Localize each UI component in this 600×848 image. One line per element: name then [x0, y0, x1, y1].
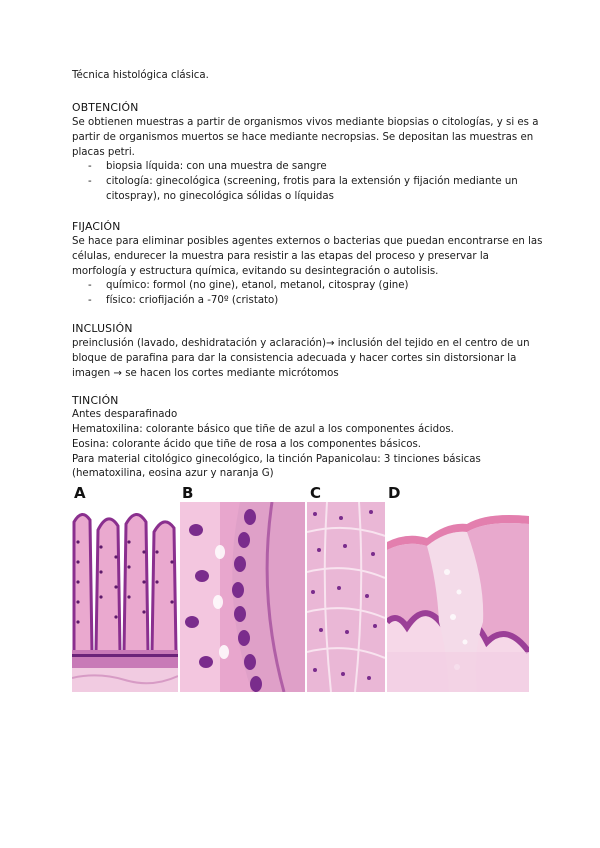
bullet-dash: - — [88, 280, 92, 291]
panel-label-a: A — [74, 484, 86, 502]
histology-image-b-columnar-epithelium — [180, 502, 305, 692]
section-heading-obtencion: OBTENCIÓN — [72, 101, 139, 114]
paragraph-line: placas petri. — [72, 147, 135, 158]
panel-label-b: B — [182, 484, 194, 502]
bullet-text: biopsia líquida: con una muestra de sangre — [106, 161, 327, 172]
section-heading-fijacion: FIJACIÓN — [72, 220, 121, 233]
bullet-text: citospray), no ginecológica sólidas o líquidas — [106, 191, 334, 202]
panel-label-d: D — [388, 484, 401, 502]
bullet-dash: - — [88, 176, 92, 187]
paragraph-line: células, endurecer la muestra para resistir a las etapas del proceso y preservar la — [72, 251, 489, 262]
paragraph-line: imagen → se hacen los cortes mediante micrótomos — [72, 368, 339, 379]
histology-image-d-stratified-epithelium — [387, 502, 529, 692]
paragraph-line: Antes desparafinado — [72, 409, 178, 420]
paragraph-line: morfología y estructura química, evitando su desintegración o autolisis. — [72, 266, 439, 277]
paragraph-line: Para material citológico ginecológico, la tinción Papanicolau: 3 tinciones básicas — [72, 454, 481, 465]
bullet-text: citología: ginecológica (screening, frotis para la extensión y fijación mediante un — [106, 176, 518, 187]
bullet-text: físico: criofijación a -70º (cristato) — [106, 295, 279, 306]
document-title: Técnica histológica clásica. — [72, 70, 209, 81]
paragraph-line: Se obtienen muestras a partir de organismos vivos mediante biopsias o citologías, y si es a — [72, 117, 539, 128]
paragraph-line: Eosina: colorante ácido que tiñe de rosa a los componentes básicos. — [72, 439, 422, 450]
paragraph-line: Se hace para eliminar posibles agentes externos o bacterias que puedan encontrarse en las — [72, 236, 543, 247]
bullet-dash: - — [88, 295, 92, 306]
section-heading-tincion: TINCIÓN — [72, 394, 119, 407]
paragraph-line: (hematoxilina, eosina azur y naranja G) — [72, 468, 274, 479]
section-heading-inclusion: INCLUSIÓN — [72, 322, 133, 335]
paragraph-line: bloque de parafina para dar la consistencia adecuada y hacer cortes sin distorsionar la — [72, 353, 517, 364]
bullet-text: químico: formol (no gine), etanol, metanol, citospray (gine) — [106, 280, 409, 291]
panel-label-c: C — [310, 484, 322, 502]
bullet-dash: - — [88, 161, 92, 172]
paragraph-line: preinclusión (lavado, deshidratación y aclaración)→ inclusión del tejido en el centro de un — [72, 338, 530, 349]
paragraph-line: partir de organismos muertos se hace mediante necropsias. Se depositan las muestras en — [72, 132, 534, 143]
histology-image-c-liver-tissue — [307, 502, 385, 692]
histology-image-a-intestinal-villi — [72, 502, 178, 692]
paragraph-line: Hematoxilina: colorante básico que tiñe de azul a los componentes ácidos. — [72, 424, 454, 435]
